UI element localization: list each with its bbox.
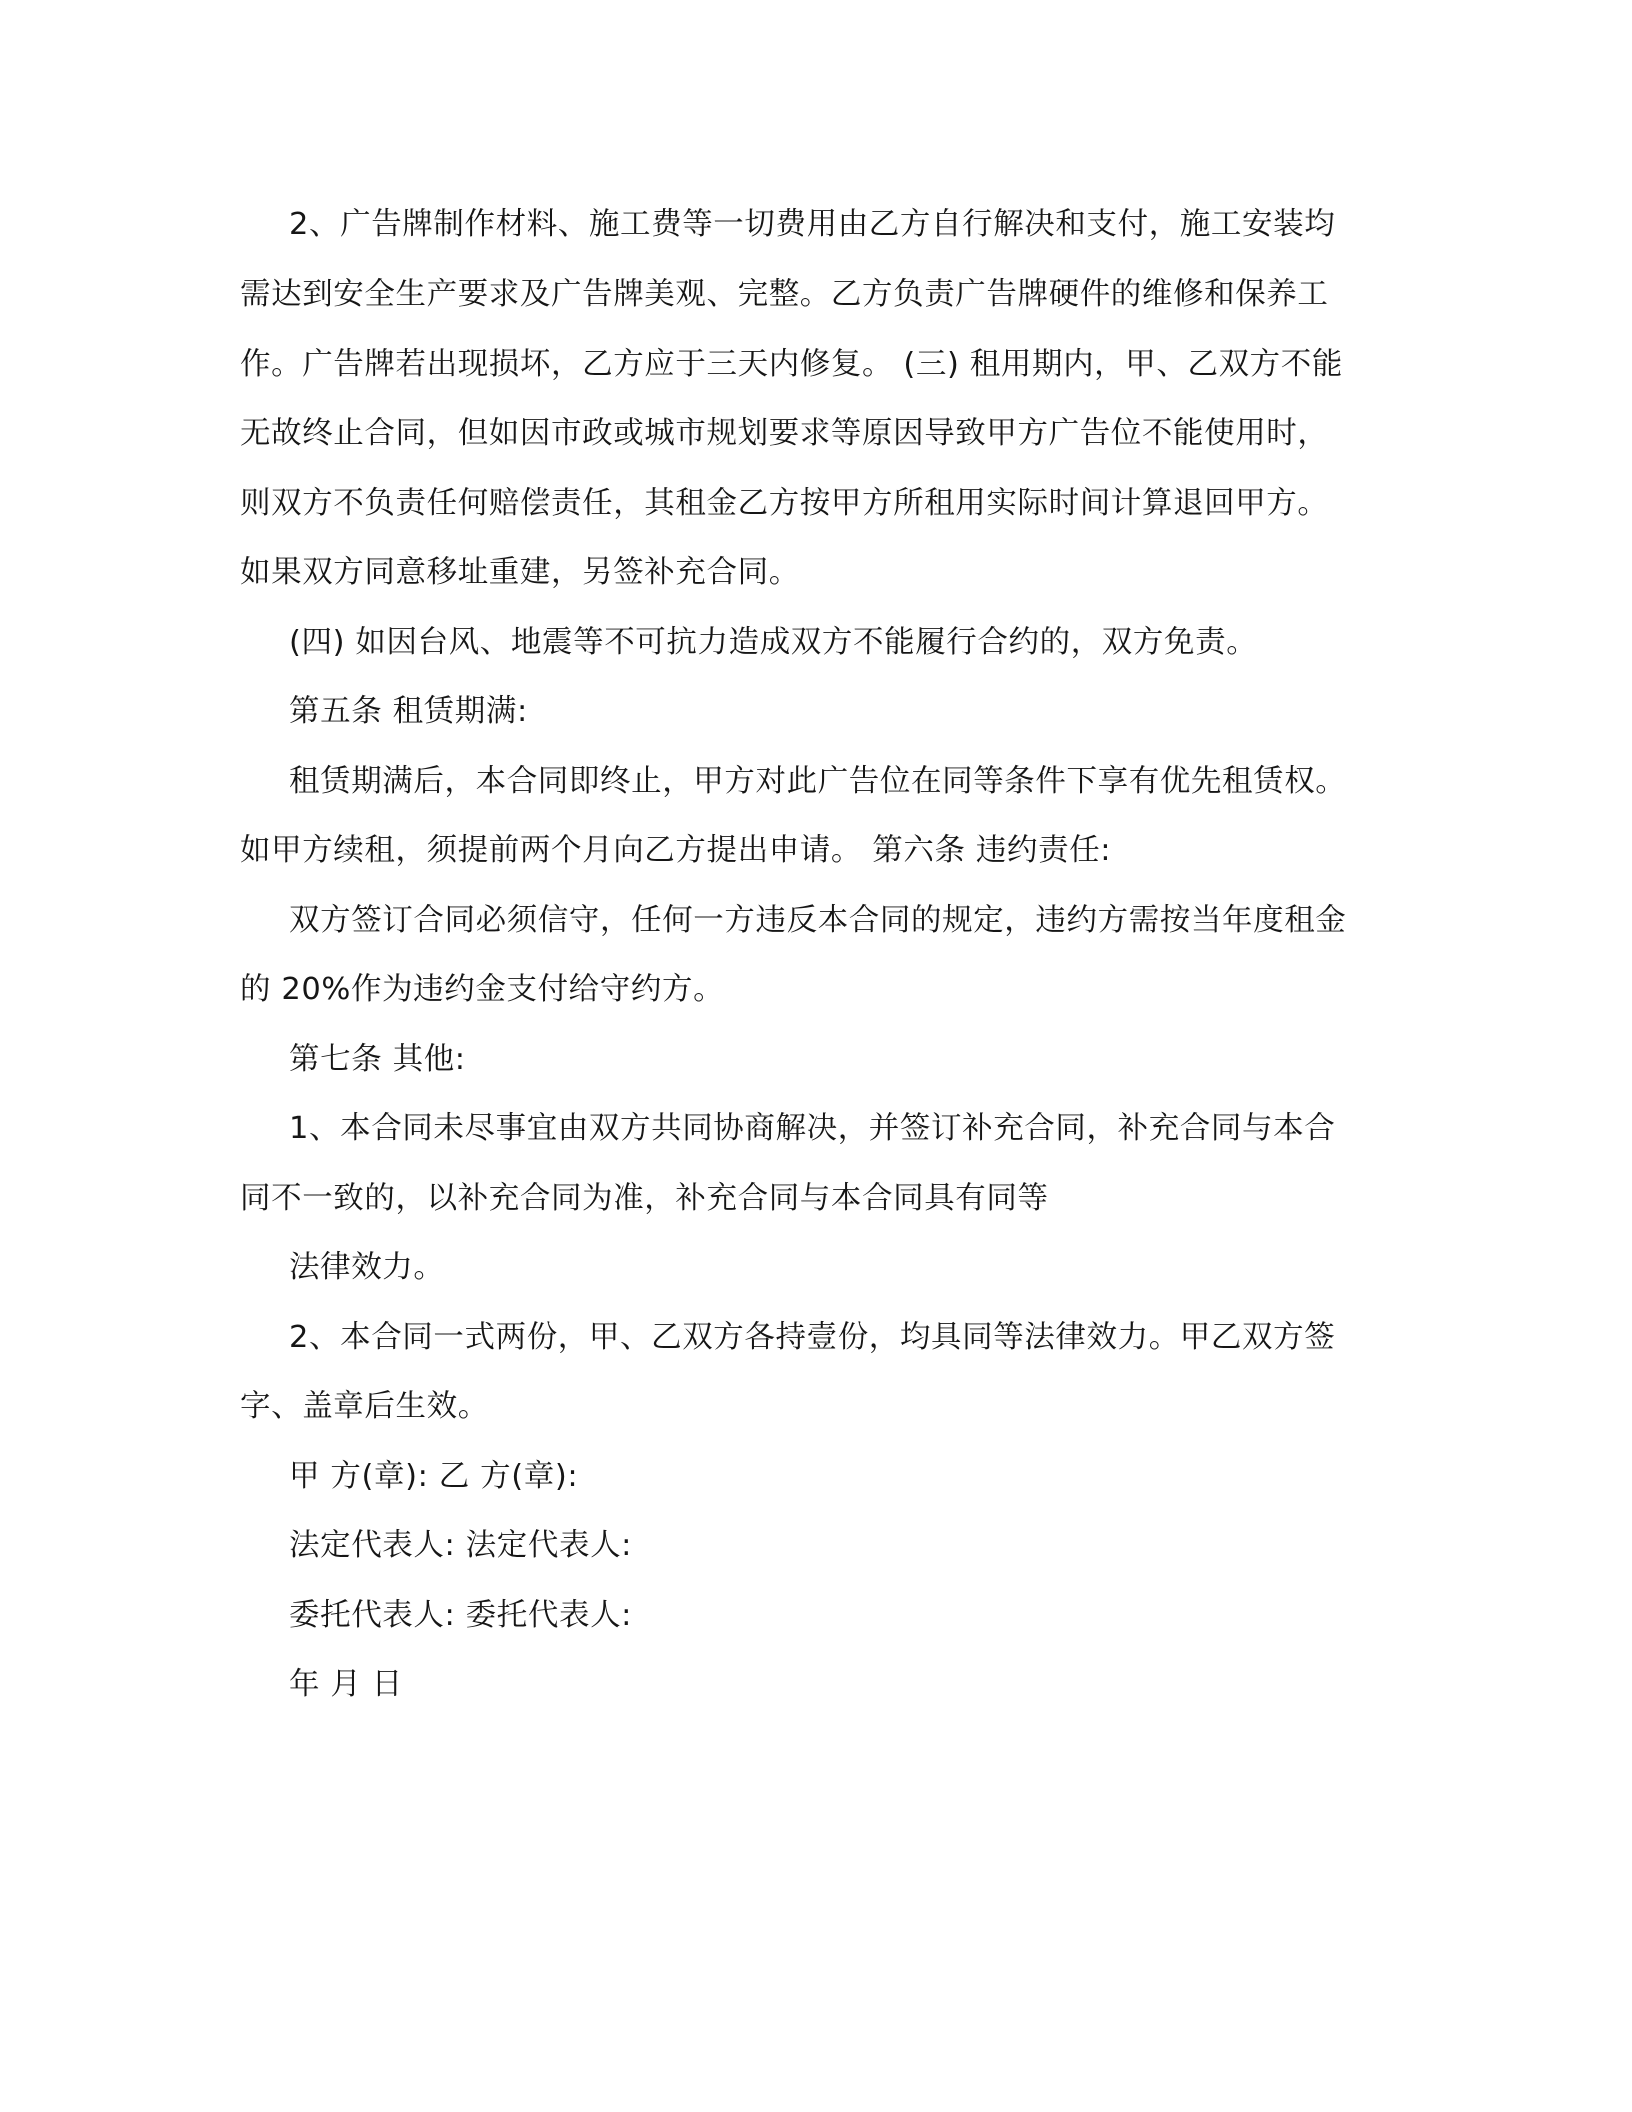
text-line: 的 20%作为违约金支付给守约方。 bbox=[240, 972, 725, 1007]
text-line: 租赁期满后，本合同即终止，甲方对此广告位在同等条件下享有优先租赁权。 bbox=[289, 764, 1347, 799]
text-line: 无故终止合同，但如因市政或城市规划要求等原因导致甲方广告位不能使用时， bbox=[240, 416, 1329, 451]
section-heading: 第五条 租赁期满: bbox=[289, 694, 528, 729]
signature-line-parties: 甲 方(章): 乙 方(章): bbox=[289, 1459, 579, 1494]
text-line: 如果双方同意移址重建，另签补充合同。 bbox=[240, 555, 800, 590]
text-line: 如甲方续租，须提前两个月向乙方提出申请。 第六条 违约责任: bbox=[240, 833, 1112, 868]
text-line: (四) 如因台风、地震等不可抗力造成双方不能履行合约的，双方免责。 bbox=[289, 625, 1258, 660]
section-heading: 第七条 其他: bbox=[289, 1042, 466, 1077]
text-line: 法律效力。 bbox=[289, 1250, 445, 1285]
text-line: 作。广告牌若出现损坏，乙方应于三天内修复。 (三) 租用期内，甲、乙双方不能 bbox=[240, 347, 1343, 382]
text-line: 同不一致的，以补充合同为准，补充合同与本合同具有同等 bbox=[240, 1181, 1049, 1216]
date-line: 年 月 日 bbox=[289, 1667, 403, 1702]
text-line: 2、广告牌制作材料、施工费等一切费用由乙方自行解决和支付，施工安装均 bbox=[289, 207, 1336, 242]
text-line: 双方签订合同必须信守，任何一方违反本合同的规定，违约方需按当年度租金 bbox=[289, 903, 1347, 938]
signature-line-legal-representative: 法定代表人: 法定代表人: bbox=[289, 1528, 633, 1563]
text-line: 则双方不负责任何赔偿责任，其租金乙方按甲方所租用实际时间计算退回甲方。 bbox=[240, 486, 1329, 521]
signature-line-authorized-representative: 委托代表人: 委托代表人: bbox=[289, 1598, 633, 1633]
text-line: 2、本合同一式两份，甲、乙双方各持壹份，均具同等法律效力。甲乙双方签 bbox=[289, 1320, 1336, 1355]
text-line: 字、盖章后生效。 bbox=[240, 1389, 489, 1424]
text-line: 需达到安全生产要求及广告牌美观、完整。乙方负责广告牌硬件的维修和保养工 bbox=[240, 277, 1329, 312]
text-line: 1、本合同未尽事宜由双方共同协商解决，并签订补充合同，补充合同与本合 bbox=[289, 1111, 1336, 1146]
